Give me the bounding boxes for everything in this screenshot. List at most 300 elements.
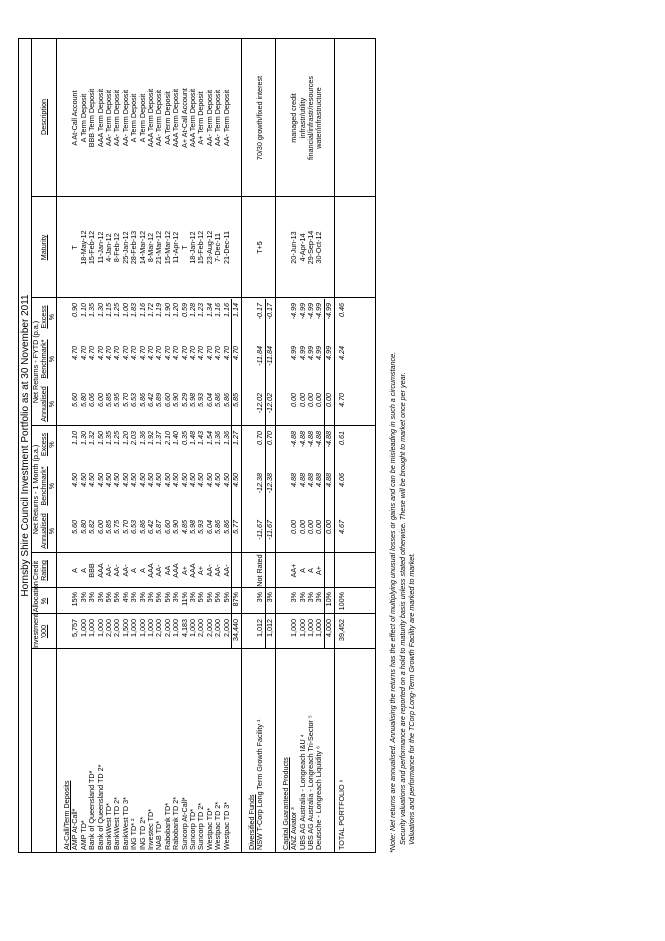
cell-alloc: 3% bbox=[289, 592, 299, 603]
cell-m-bm: 4.50 bbox=[204, 473, 214, 487]
cell-m-bm: 4.50 bbox=[188, 473, 197, 487]
cell-name: Suncorp TD 2* bbox=[196, 802, 206, 850]
cell-desc: AA- Term Deposit bbox=[221, 89, 231, 147]
cell-f-bm: 4.70 bbox=[231, 346, 240, 360]
cell-m-bm: 4.50 bbox=[104, 473, 113, 487]
cell-desc: AA- Term Deposit bbox=[204, 89, 214, 147]
cell-f-ann: -12.02 bbox=[255, 393, 265, 414]
cell-name: NSW T-Corp Long Term Growth Facility ¹ bbox=[255, 719, 265, 850]
cell-desc: AA- Term Deposit bbox=[120, 89, 130, 147]
cell-f-bm: 4.70 bbox=[179, 346, 189, 360]
table-row bbox=[155, 39, 163, 852]
cell-f-ex: 1.10 bbox=[78, 303, 88, 317]
cell-f-bm: 4.70 bbox=[146, 346, 155, 360]
cell-rating: A bbox=[78, 568, 88, 573]
cell-m-bm: 4.50 bbox=[137, 473, 147, 487]
cell-f-ann: 0.00 bbox=[323, 393, 333, 407]
subtotal-row bbox=[325, 39, 333, 852]
header-pct: % bbox=[47, 400, 56, 408]
cell-f-ann: 5.85 bbox=[231, 393, 240, 407]
cell-m-ex: 0.70 bbox=[255, 431, 265, 445]
cell-f-ex: -4.99 bbox=[306, 303, 315, 320]
cell-name: Westpac TD 3* bbox=[221, 801, 231, 850]
cell-desc: AAA Term Deposit bbox=[95, 88, 105, 148]
cell-m-ex: 0.35 bbox=[179, 431, 189, 445]
cell-f-bm: 4.70 bbox=[78, 346, 88, 360]
cell-m-ex: 1.25 bbox=[112, 431, 122, 445]
cell-alloc: 3% bbox=[297, 592, 307, 603]
cell-m-bm: 4.50 bbox=[213, 473, 223, 487]
cell-rating: AA- bbox=[204, 564, 214, 577]
section-title-capital-guaranteed: Capital Guaranteed Products bbox=[280, 757, 290, 850]
cell-f-bm: 4.70 bbox=[70, 346, 80, 360]
cell-rating: Not Rated bbox=[255, 554, 265, 587]
cell-f-bm: 4.24 bbox=[336, 346, 346, 360]
cell-m-bm: 4.50 bbox=[129, 473, 139, 487]
cell-f-ex: 1.15 bbox=[104, 303, 113, 317]
cell-f-bm: 4.99 bbox=[297, 346, 307, 360]
cell-f-ex: 1.19 bbox=[154, 303, 164, 317]
table-row bbox=[172, 39, 180, 852]
cell-m-ex: -4.88 bbox=[323, 431, 333, 448]
cell-f-ann: 5.85 bbox=[104, 393, 113, 407]
cell-desc: A+ Term Deposit bbox=[196, 91, 206, 145]
cell-f-ann: 5.86 bbox=[213, 393, 223, 407]
cell-f-bm: 4.70 bbox=[112, 346, 122, 360]
cell-inv: 1,000 bbox=[87, 619, 97, 637]
cell-f-ann: 5.95 bbox=[112, 393, 122, 407]
cell-desc: AAA Term Deposit bbox=[171, 88, 181, 148]
cell-maturity: 30-Oct-12 bbox=[314, 231, 324, 264]
subtotal-row bbox=[232, 39, 240, 852]
cell-maturity: 11-Jan-12 bbox=[95, 231, 105, 264]
table-title: Hornsby Shire Council Investment Portfolio as at 30 November 2011 bbox=[20, 294, 31, 597]
header-pct: % bbox=[47, 355, 56, 363]
cell-alloc: 5% bbox=[196, 592, 206, 603]
cell-m-ex: 1.32 bbox=[87, 431, 97, 445]
cell-desc: water/infrastructure bbox=[314, 87, 324, 149]
cell-m-ann: 5.87 bbox=[154, 520, 164, 534]
table-row bbox=[71, 39, 79, 852]
cell-maturity: T+5 bbox=[255, 241, 265, 254]
cell-f-ex: -0.17 bbox=[264, 303, 274, 320]
cell-alloc: 5% bbox=[154, 592, 164, 603]
cell-m-ex: 1.20 bbox=[120, 431, 130, 445]
header-net-month: Net Returns - 1 Month (p.a.) bbox=[31, 444, 40, 535]
cell-m-bm: 4.50 bbox=[120, 473, 130, 487]
cell-f-ann: 0.00 bbox=[297, 393, 307, 407]
cell-rating: BBB bbox=[87, 563, 97, 578]
note-line: Security valuations and performance are reported on a hold to maturity basis unless stated otherwise. These will be brought to market once per year. bbox=[397, 372, 407, 845]
cell-inv: 2,000 bbox=[204, 619, 214, 637]
cell-inv: 1,000 bbox=[188, 619, 197, 637]
cell-m-bm: -12.38 bbox=[255, 473, 265, 494]
cell-m-bm: 4.50 bbox=[146, 473, 155, 487]
header-f-benchmark: Benchmark* bbox=[39, 339, 48, 379]
cell-m-ex: -4.88 bbox=[306, 431, 315, 448]
cell-alloc: 3% bbox=[95, 592, 105, 603]
cell-m-ex: 1.36 bbox=[213, 431, 223, 445]
cell-desc: AAA Term Deposit bbox=[146, 88, 155, 148]
cell-name: Bank of Queensland TD* bbox=[87, 770, 97, 850]
cell-m-ex: 1.36 bbox=[221, 431, 231, 445]
header-rating: Rating bbox=[39, 560, 48, 581]
cell-desc: A+ At-Call Account bbox=[179, 88, 189, 148]
cell-m-bm: 4.50 bbox=[179, 473, 189, 487]
cell-m-ex: 1.35 bbox=[104, 431, 113, 445]
cell-maturity: 21-Dec-11 bbox=[221, 230, 231, 265]
cell-f-ex: -4.99 bbox=[297, 303, 307, 320]
cell-f-bm: -11.84 bbox=[255, 346, 265, 366]
cell-m-ex: 1.50 bbox=[95, 431, 105, 445]
cell-alloc: 3% bbox=[129, 592, 139, 603]
cell-m-ann: 6.04 bbox=[204, 520, 214, 534]
cell-f-ex: 1.16 bbox=[213, 303, 223, 317]
cell-desc: A Term Deposit bbox=[78, 93, 88, 143]
cell-f-bm: 4.70 bbox=[87, 346, 97, 360]
cell-rating: AAA bbox=[188, 563, 197, 578]
cell-f-ex: -4.99 bbox=[314, 303, 324, 320]
cell-m-ann: 5.86 bbox=[137, 520, 147, 534]
cell-m-bm: 4.88 bbox=[297, 473, 307, 487]
cell-alloc: 3% bbox=[137, 592, 147, 603]
cell-alloc: 5% bbox=[204, 592, 214, 603]
cell-f-ann: 0.00 bbox=[289, 393, 299, 407]
cell-inv: 2,000 bbox=[213, 619, 223, 637]
cell-m-ex: 1.36 bbox=[137, 431, 147, 445]
cell-m-ann: 5.77 bbox=[231, 520, 240, 534]
cell-rating: A bbox=[306, 568, 315, 573]
cell-f-ex: 1.30 bbox=[95, 303, 105, 317]
cell-desc: 70/30 growth/fixed interest bbox=[255, 75, 265, 161]
cell-desc: A Term Deposit bbox=[129, 93, 139, 143]
cell-maturity: T bbox=[70, 245, 80, 250]
cell-inv: 1,000 bbox=[297, 619, 307, 637]
cell-f-ann: -12.02 bbox=[264, 393, 274, 414]
cell-alloc: 3% bbox=[78, 592, 88, 603]
cell-m-ann: 6.60 bbox=[162, 520, 172, 534]
divider bbox=[334, 39, 335, 852]
cell-rating: A bbox=[297, 568, 307, 573]
divider bbox=[56, 39, 57, 852]
cell-maturity: 8-Feb-12 bbox=[112, 232, 122, 263]
cell-name: ING TD 2* bbox=[137, 816, 147, 850]
cell-maturity: 23-Aug-12 bbox=[204, 230, 214, 265]
cell-maturity: 11-Apr-12 bbox=[171, 231, 181, 264]
cell-inv: 2,000 bbox=[196, 619, 206, 637]
cell-m-ann: 6.00 bbox=[95, 520, 105, 534]
header-net-fytd: Net Returns - FYTD (p.a.) bbox=[31, 320, 40, 404]
cell-f-ann: 0.00 bbox=[306, 393, 315, 407]
cell-f-ann: 5.93 bbox=[196, 393, 206, 407]
cell-m-ann: 4.67 bbox=[336, 520, 346, 534]
cell-rating: AA- bbox=[154, 564, 164, 577]
cell-alloc: 5% bbox=[112, 592, 122, 603]
total-row bbox=[338, 39, 346, 852]
cell-inv: 1,000 bbox=[314, 619, 324, 637]
cell-m-bm: 4.06 bbox=[336, 473, 346, 487]
cell-f-bm: 4.70 bbox=[221, 346, 231, 360]
cell-rating: AA- bbox=[104, 564, 113, 577]
cell-maturity: 4-Apr-14 bbox=[297, 233, 307, 262]
header-f-annualised: Annualised bbox=[39, 386, 48, 422]
cell-desc: managed credit bbox=[289, 93, 299, 143]
cell-maturity: 20-Jun-13 bbox=[289, 231, 299, 264]
cell-alloc: 87% bbox=[231, 592, 240, 607]
cell-f-ex: 0.59 bbox=[179, 303, 189, 317]
cell-alloc: 11% bbox=[179, 592, 189, 606]
cell-f-ann: 5.80 bbox=[78, 393, 88, 407]
table-row bbox=[139, 39, 147, 852]
cell-m-ex: 0.61 bbox=[336, 431, 346, 445]
cell-m-ex: 1.27 bbox=[231, 431, 240, 445]
cell-alloc: 3% bbox=[306, 592, 315, 603]
cell-desc: A At-Call Account bbox=[70, 90, 80, 146]
cell-f-ann: 5.70 bbox=[120, 393, 130, 407]
cell-f-ann: 5.98 bbox=[188, 393, 197, 407]
cell-f-bm: 4.70 bbox=[129, 346, 139, 360]
cell-m-ex: 2.03 bbox=[129, 431, 139, 445]
cell-inv: 1,000 bbox=[146, 619, 155, 637]
cell-m-bm: 4.88 bbox=[289, 473, 299, 487]
cell-alloc: 3% bbox=[255, 592, 265, 603]
cell-rating: A+ bbox=[314, 566, 324, 575]
cell-m-bm: 4.50 bbox=[231, 473, 240, 487]
cell-m-ex: -4.88 bbox=[314, 431, 324, 448]
cell-rating: AA- bbox=[221, 564, 231, 577]
cell-m-ex: 1.40 bbox=[171, 431, 181, 445]
cell-rating: AAA bbox=[171, 563, 181, 578]
cell-rating: A+ bbox=[179, 566, 189, 575]
cell-name: BankWest TD 3* bbox=[120, 797, 130, 850]
header-m-annualised: Annualised bbox=[39, 513, 48, 549]
cell-alloc: 3% bbox=[87, 592, 97, 603]
header-pct: % bbox=[47, 527, 56, 535]
cell-f-ann: 5.86 bbox=[221, 393, 231, 407]
cell-alloc: 5% bbox=[162, 592, 172, 603]
cell-alloc: 4% bbox=[120, 592, 130, 603]
cell-name: UBS AG Australia - Longreach I&U ⁴ bbox=[297, 734, 307, 850]
cell-m-bm: 4.50 bbox=[70, 473, 80, 487]
cell-f-bm: 4.70 bbox=[104, 346, 113, 360]
cell-m-ann: 0.00 bbox=[297, 520, 307, 534]
cell-inv: 39,452 bbox=[336, 619, 346, 641]
table-row bbox=[315, 39, 323, 852]
cell-desc: AA- Term Deposit bbox=[104, 89, 113, 147]
table-row bbox=[181, 39, 189, 852]
cell-f-ex: 0.46 bbox=[336, 303, 346, 317]
cell-inv: 2,000 bbox=[221, 619, 231, 637]
cell-maturity: 14-Mar-12 bbox=[137, 230, 147, 265]
cell-f-bm: 4.99 bbox=[323, 346, 333, 360]
cell-m-bm: 4.88 bbox=[306, 473, 315, 487]
cell-name: ANZ Aviator ³ bbox=[289, 807, 299, 850]
cell-m-ann: 0.00 bbox=[306, 520, 315, 534]
cell-m-bm: 4.50 bbox=[95, 473, 105, 487]
cell-f-ann: 4.70 bbox=[336, 393, 346, 407]
table-row bbox=[223, 39, 231, 852]
cell-inv: 1,000 bbox=[137, 619, 147, 637]
cell-alloc: 3% bbox=[171, 592, 181, 603]
cell-m-bm: 4.88 bbox=[323, 473, 333, 487]
table-row bbox=[88, 39, 96, 852]
cell-m-ex: -4.88 bbox=[289, 431, 299, 448]
table-row bbox=[147, 39, 155, 852]
cell-maturity: 29-Sep-14 bbox=[306, 230, 315, 265]
cell-name: Westpac TD 2* bbox=[213, 801, 223, 850]
cell-name: AMP TD* bbox=[78, 820, 88, 850]
cell-f-bm: 4.70 bbox=[204, 346, 214, 360]
cell-m-ann: 5.85 bbox=[104, 520, 113, 534]
cell-desc: AA- Term Deposit bbox=[154, 89, 164, 147]
note-line: *Note: Net returns are annualised. Annualising the returns has the effect of multiplying unusual losses or gains and can be misleading in such a circumstance. bbox=[388, 351, 397, 853]
table-row bbox=[113, 39, 121, 852]
header-000: '000 bbox=[39, 624, 48, 639]
cell-m-ex: 1.54 bbox=[204, 431, 214, 445]
cell-m-bm: 4.50 bbox=[171, 473, 181, 487]
cell-m-ex: 2.10 bbox=[162, 431, 172, 445]
cell-inv: 1,000 bbox=[78, 619, 88, 637]
cell-inv: 4,183 bbox=[179, 619, 189, 637]
cell-m-ann: 6.42 bbox=[146, 520, 155, 534]
cell-m-ann: 5.86 bbox=[221, 520, 231, 534]
cell-f-ann: 5.89 bbox=[154, 393, 164, 407]
cell-alloc: 15% bbox=[70, 592, 80, 607]
cell-f-ex: 1.28 bbox=[188, 303, 197, 317]
cell-maturity: 15-Feb-12 bbox=[196, 230, 206, 265]
cell-m-ann: 0.00 bbox=[323, 520, 333, 534]
table-row bbox=[256, 39, 264, 852]
header-m-benchmark: Benchmark* bbox=[39, 466, 48, 506]
cell-inv: 1,000 bbox=[129, 619, 139, 637]
table-row bbox=[97, 39, 105, 852]
cell-m-ex: -4.88 bbox=[297, 431, 307, 448]
cell-alloc: 5% bbox=[221, 592, 231, 603]
cell-rating: AAA bbox=[146, 563, 155, 578]
cell-f-ex: 1.20 bbox=[171, 303, 181, 317]
cell-name: ING TD* ² bbox=[129, 818, 139, 850]
divider bbox=[275, 39, 276, 852]
cell-f-ann: 6.42 bbox=[146, 393, 155, 407]
cell-m-ann: -11.67 bbox=[264, 520, 274, 540]
cell-m-ann: 0.00 bbox=[289, 520, 299, 534]
cell-m-ann: 5.90 bbox=[171, 520, 181, 534]
cell-f-ann: 5.29 bbox=[179, 393, 189, 407]
cell-m-ex: 1.48 bbox=[188, 431, 197, 445]
header-investment-allocation: Investment Allocation bbox=[31, 581, 40, 649]
table-row bbox=[164, 39, 172, 852]
cell-desc: infrastr/utility bbox=[297, 97, 307, 139]
cell-f-bm: 4.70 bbox=[196, 346, 206, 360]
cell-name: BankWest TD 2* bbox=[112, 797, 122, 850]
cell-m-ann: 5.98 bbox=[188, 520, 197, 534]
cell-m-bm: 4.50 bbox=[196, 473, 206, 487]
cell-f-bm: 4.70 bbox=[171, 346, 181, 360]
header-pct: % bbox=[47, 441, 56, 448]
cell-maturity: 15-Mar-12 bbox=[162, 230, 172, 265]
cell-f-ex: 1.25 bbox=[112, 303, 122, 317]
cell-m-ann: 6.53 bbox=[129, 520, 139, 534]
cell-inv: 4,000 bbox=[323, 619, 333, 637]
total-label: TOTAL PORTFOLIO ⁶ bbox=[336, 779, 346, 850]
cell-f-ex: -4.99 bbox=[323, 303, 333, 320]
cell-m-ex: 1.10 bbox=[70, 431, 80, 445]
cell-f-bm: 4.70 bbox=[120, 346, 130, 360]
cell-desc: AA- Term Deposit bbox=[112, 89, 122, 147]
cell-desc: financial/infrastr/resources bbox=[306, 76, 315, 160]
cell-maturity: 28-Feb-13 bbox=[129, 230, 139, 265]
cell-maturity: 7-Dec-11 bbox=[213, 232, 223, 263]
cell-m-ann: 5.82 bbox=[87, 520, 97, 534]
cell-alloc: 5% bbox=[213, 592, 223, 603]
cell-maturity: 4-Jan-12 bbox=[104, 233, 113, 262]
cell-f-bm: -11.84 bbox=[264, 346, 274, 366]
cell-m-ann: 0.00 bbox=[314, 520, 324, 534]
cell-m-ex: 1.37 bbox=[154, 431, 164, 445]
header-maturity: Maturity bbox=[39, 234, 48, 261]
cell-f-bm: 4.70 bbox=[137, 346, 147, 360]
table-row bbox=[206, 39, 214, 852]
cell-m-bm: 4.50 bbox=[221, 473, 231, 487]
cell-f-ex: -0.17 bbox=[255, 303, 265, 320]
cell-m-bm: 4.88 bbox=[314, 473, 324, 487]
cell-f-ann: 6.53 bbox=[129, 393, 139, 407]
cell-inv: 34,440 bbox=[231, 619, 240, 641]
cell-m-ann: -11.67 bbox=[255, 520, 265, 540]
cell-inv: 1,000 bbox=[289, 619, 299, 637]
cell-f-ann: 6.04 bbox=[204, 393, 214, 407]
divider bbox=[241, 39, 242, 852]
cell-inv: 1,000 bbox=[306, 619, 315, 637]
cell-name: Rabobank TD 2* bbox=[171, 796, 181, 850]
cell-f-ann: 5.86 bbox=[137, 393, 147, 407]
cell-inv: 2,000 bbox=[104, 619, 113, 637]
cell-desc: A Term Deposit bbox=[137, 93, 147, 143]
cell-maturity: 8-Mar-12 bbox=[146, 232, 155, 263]
header-m-excess: Excess bbox=[39, 432, 48, 457]
cell-m-bm: -12.38 bbox=[264, 473, 274, 494]
cell-f-bm: 4.70 bbox=[154, 346, 164, 360]
cell-f-ex: 1.72 bbox=[146, 303, 155, 317]
cell-m-ann: 5.86 bbox=[213, 520, 223, 534]
cell-m-ann: 5.93 bbox=[196, 520, 206, 534]
cell-m-ex: 1.92 bbox=[146, 431, 155, 445]
cell-maturity: 21-Mar-12 bbox=[154, 230, 164, 265]
cell-name: Westpac TD* bbox=[204, 807, 214, 850]
table-row bbox=[80, 39, 88, 852]
cell-maturity: 25-Jan-12 bbox=[120, 231, 130, 264]
cell-f-ex: 1.23 bbox=[196, 303, 206, 317]
section-title-term-deposits: At-Call/Term Deposits bbox=[62, 780, 71, 850]
cell-rating: A bbox=[129, 568, 139, 573]
cell-desc: AAA Term Deposit bbox=[188, 88, 197, 148]
cell-rating: A bbox=[137, 568, 147, 573]
cell-rating: AA bbox=[162, 565, 172, 576]
portfolio-table bbox=[18, 38, 376, 853]
cell-inv: 2,000 bbox=[162, 619, 172, 637]
cell-name: AMP At-Call* bbox=[70, 808, 80, 850]
cell-desc: AA- Term Deposit bbox=[213, 89, 223, 147]
cell-alloc: 5% bbox=[104, 592, 113, 603]
cell-f-ex: 1.16 bbox=[221, 303, 231, 317]
cell-name: Suncorp TD* bbox=[188, 808, 197, 850]
cell-maturity: 15-Feb-12 bbox=[87, 230, 97, 265]
cell-f-ex: 1.90 bbox=[162, 303, 172, 317]
cell-inv: 2,000 bbox=[112, 619, 122, 637]
cell-f-ex: -4.99 bbox=[289, 303, 299, 320]
cell-m-ex: 1.30 bbox=[78, 431, 88, 445]
cell-f-ex: 1.34 bbox=[204, 303, 214, 317]
